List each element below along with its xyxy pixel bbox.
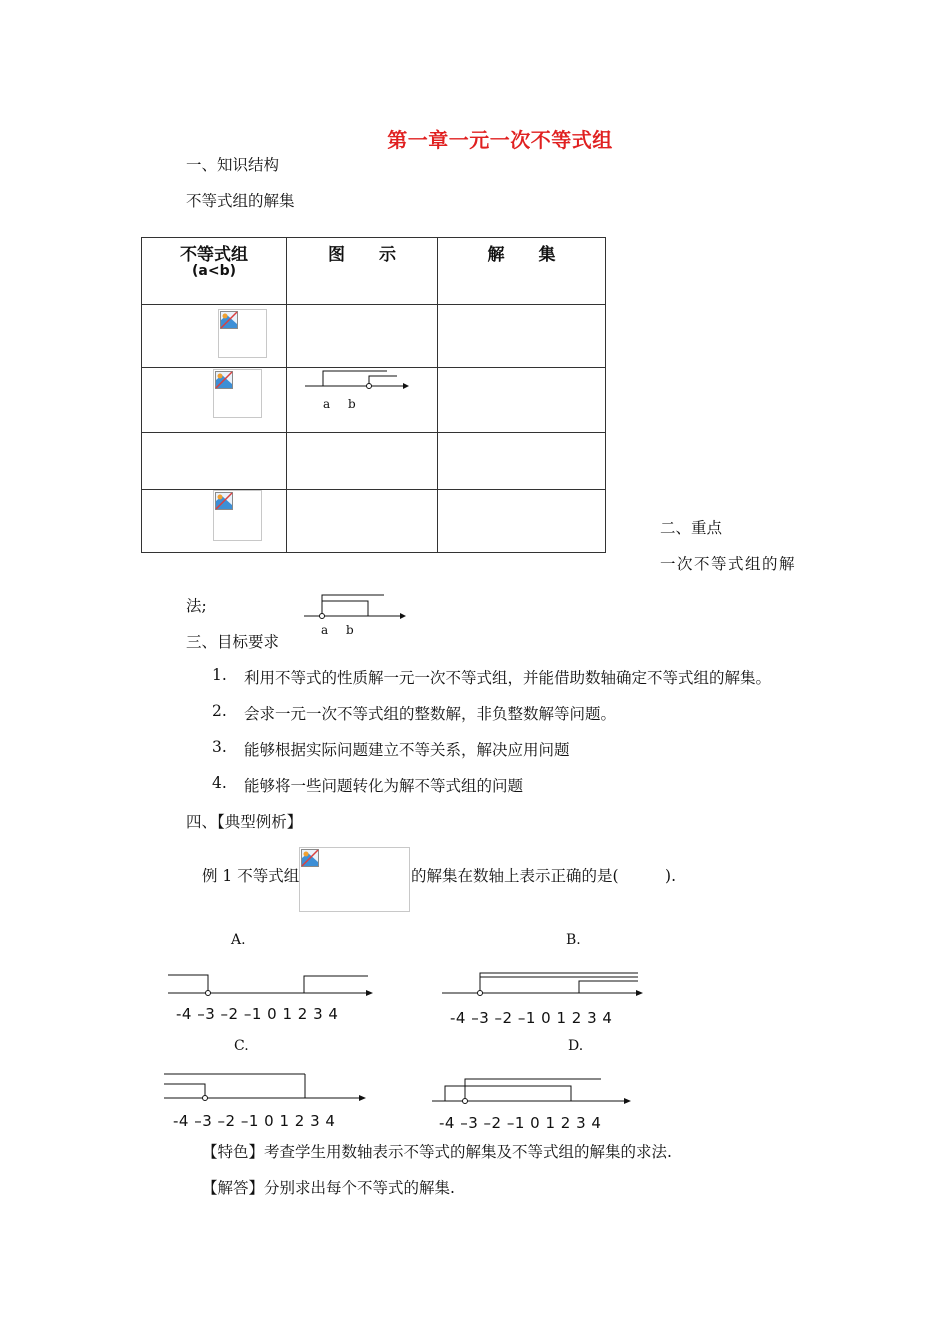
goal-text: 会求一元一次不等式组的整数解，非负整数解等问题。 xyxy=(244,705,617,723)
option-a-number-line xyxy=(168,970,388,1000)
goal-number: 3. xyxy=(212,738,227,756)
inequality-image-placeholder xyxy=(213,369,262,418)
table-row-4-diagram xyxy=(287,490,438,553)
number-line-diagram xyxy=(287,368,438,428)
key-points-text-continued: 法; xyxy=(186,597,207,615)
goal-text: 利用不等式的性质解一元一次不等式组，并能借助数轴确定不等式组的解集。 xyxy=(244,669,772,687)
option-a-axis-ticks: -4 –3 –2 –1 0 1 2 3 4 xyxy=(176,1005,339,1023)
table-row-4-inequality xyxy=(142,490,287,553)
section-heading-knowledge: 一、知识结构 xyxy=(186,156,280,174)
goal-number: 4. xyxy=(212,774,227,792)
header-solution-label: 解 集 xyxy=(487,245,556,265)
goal-text: 能够将一些问题转化为解不等式组的问题 xyxy=(244,777,524,795)
page-title: 第一章一元一次不等式组 xyxy=(387,128,613,152)
key-points-text: 一次不等式组的解 xyxy=(660,555,797,573)
option-c-label: C. xyxy=(234,1038,249,1054)
option-b-label: B. xyxy=(566,932,581,948)
header-inequality-condition: (a<b) xyxy=(192,263,236,279)
table-row-3-diagram xyxy=(287,433,438,490)
example-1-suffix: 的解集在数轴上表示正确的是( ). xyxy=(411,867,677,885)
goal-number: 2. xyxy=(212,702,227,720)
inequality-system-image-placeholder xyxy=(299,847,410,912)
option-d-axis-ticks: -4 –3 –2 –1 0 1 2 3 4 xyxy=(439,1114,602,1132)
goal-number: 1. xyxy=(212,666,227,684)
option-c-axis-ticks: -4 –3 –2 –1 0 1 2 3 4 xyxy=(173,1112,336,1130)
header-diagram-label: 图 示 xyxy=(328,245,396,265)
section-heading-examples: 四、【典型例析】 xyxy=(186,813,303,831)
answer-note: 【解答】分别求出每个不等式的解集. xyxy=(202,1179,455,1197)
table-row-1-solution xyxy=(438,305,606,368)
table-header-solution xyxy=(438,238,606,305)
option-b-number-line xyxy=(442,970,662,1000)
broken-image-icon xyxy=(215,371,233,389)
table-row-4-solution xyxy=(438,490,606,553)
feature-note: 【特色】考查学生用数轴表示不等式的解集及不等式组的解集的求法. xyxy=(202,1143,672,1161)
table-row-1-inequality xyxy=(142,305,287,368)
axis-label-a: a xyxy=(321,623,329,637)
broken-image-icon xyxy=(215,492,233,510)
table-header-diagram xyxy=(287,238,438,305)
header-inequality-label: 不等式组 xyxy=(180,245,248,265)
table-row-2-solution xyxy=(438,368,606,433)
table-row-1-diagram xyxy=(287,305,438,368)
table-header-inequality xyxy=(142,238,287,305)
option-d-number-line xyxy=(432,1076,652,1108)
section-heading-key-points: 二、重点 xyxy=(660,519,723,537)
broken-image-icon xyxy=(301,849,319,867)
broken-image-icon xyxy=(220,311,238,329)
option-a-label: A. xyxy=(231,932,246,948)
axis-label-a: a xyxy=(323,397,331,411)
table-row-3-solution xyxy=(438,433,606,490)
inequality-image-placeholder xyxy=(213,490,262,541)
solution-set-table xyxy=(141,237,606,553)
example-1-prefix: 例 1 不等式组 xyxy=(202,867,300,885)
axis-label-b: b xyxy=(346,623,354,637)
section-subheading-solution-set: 不等式组的解集 xyxy=(186,192,295,210)
option-c-number-line xyxy=(164,1072,384,1104)
axis-label-b: b xyxy=(348,397,356,411)
table-row-3-inequality xyxy=(142,433,287,490)
table-row-2-diagram xyxy=(287,368,438,433)
inequality-image-placeholder xyxy=(218,309,267,358)
section-heading-goals: 三、目标要求 xyxy=(186,633,280,651)
goal-text: 能够根据实际问题建立不等关系，解决应用问题 xyxy=(244,741,570,759)
number-line-diagram-small xyxy=(302,592,412,622)
option-b-axis-ticks: -4 –3 –2 –1 0 1 2 3 4 xyxy=(450,1009,613,1027)
option-d-label: D. xyxy=(568,1038,584,1054)
table-row-2-inequality xyxy=(142,368,287,433)
